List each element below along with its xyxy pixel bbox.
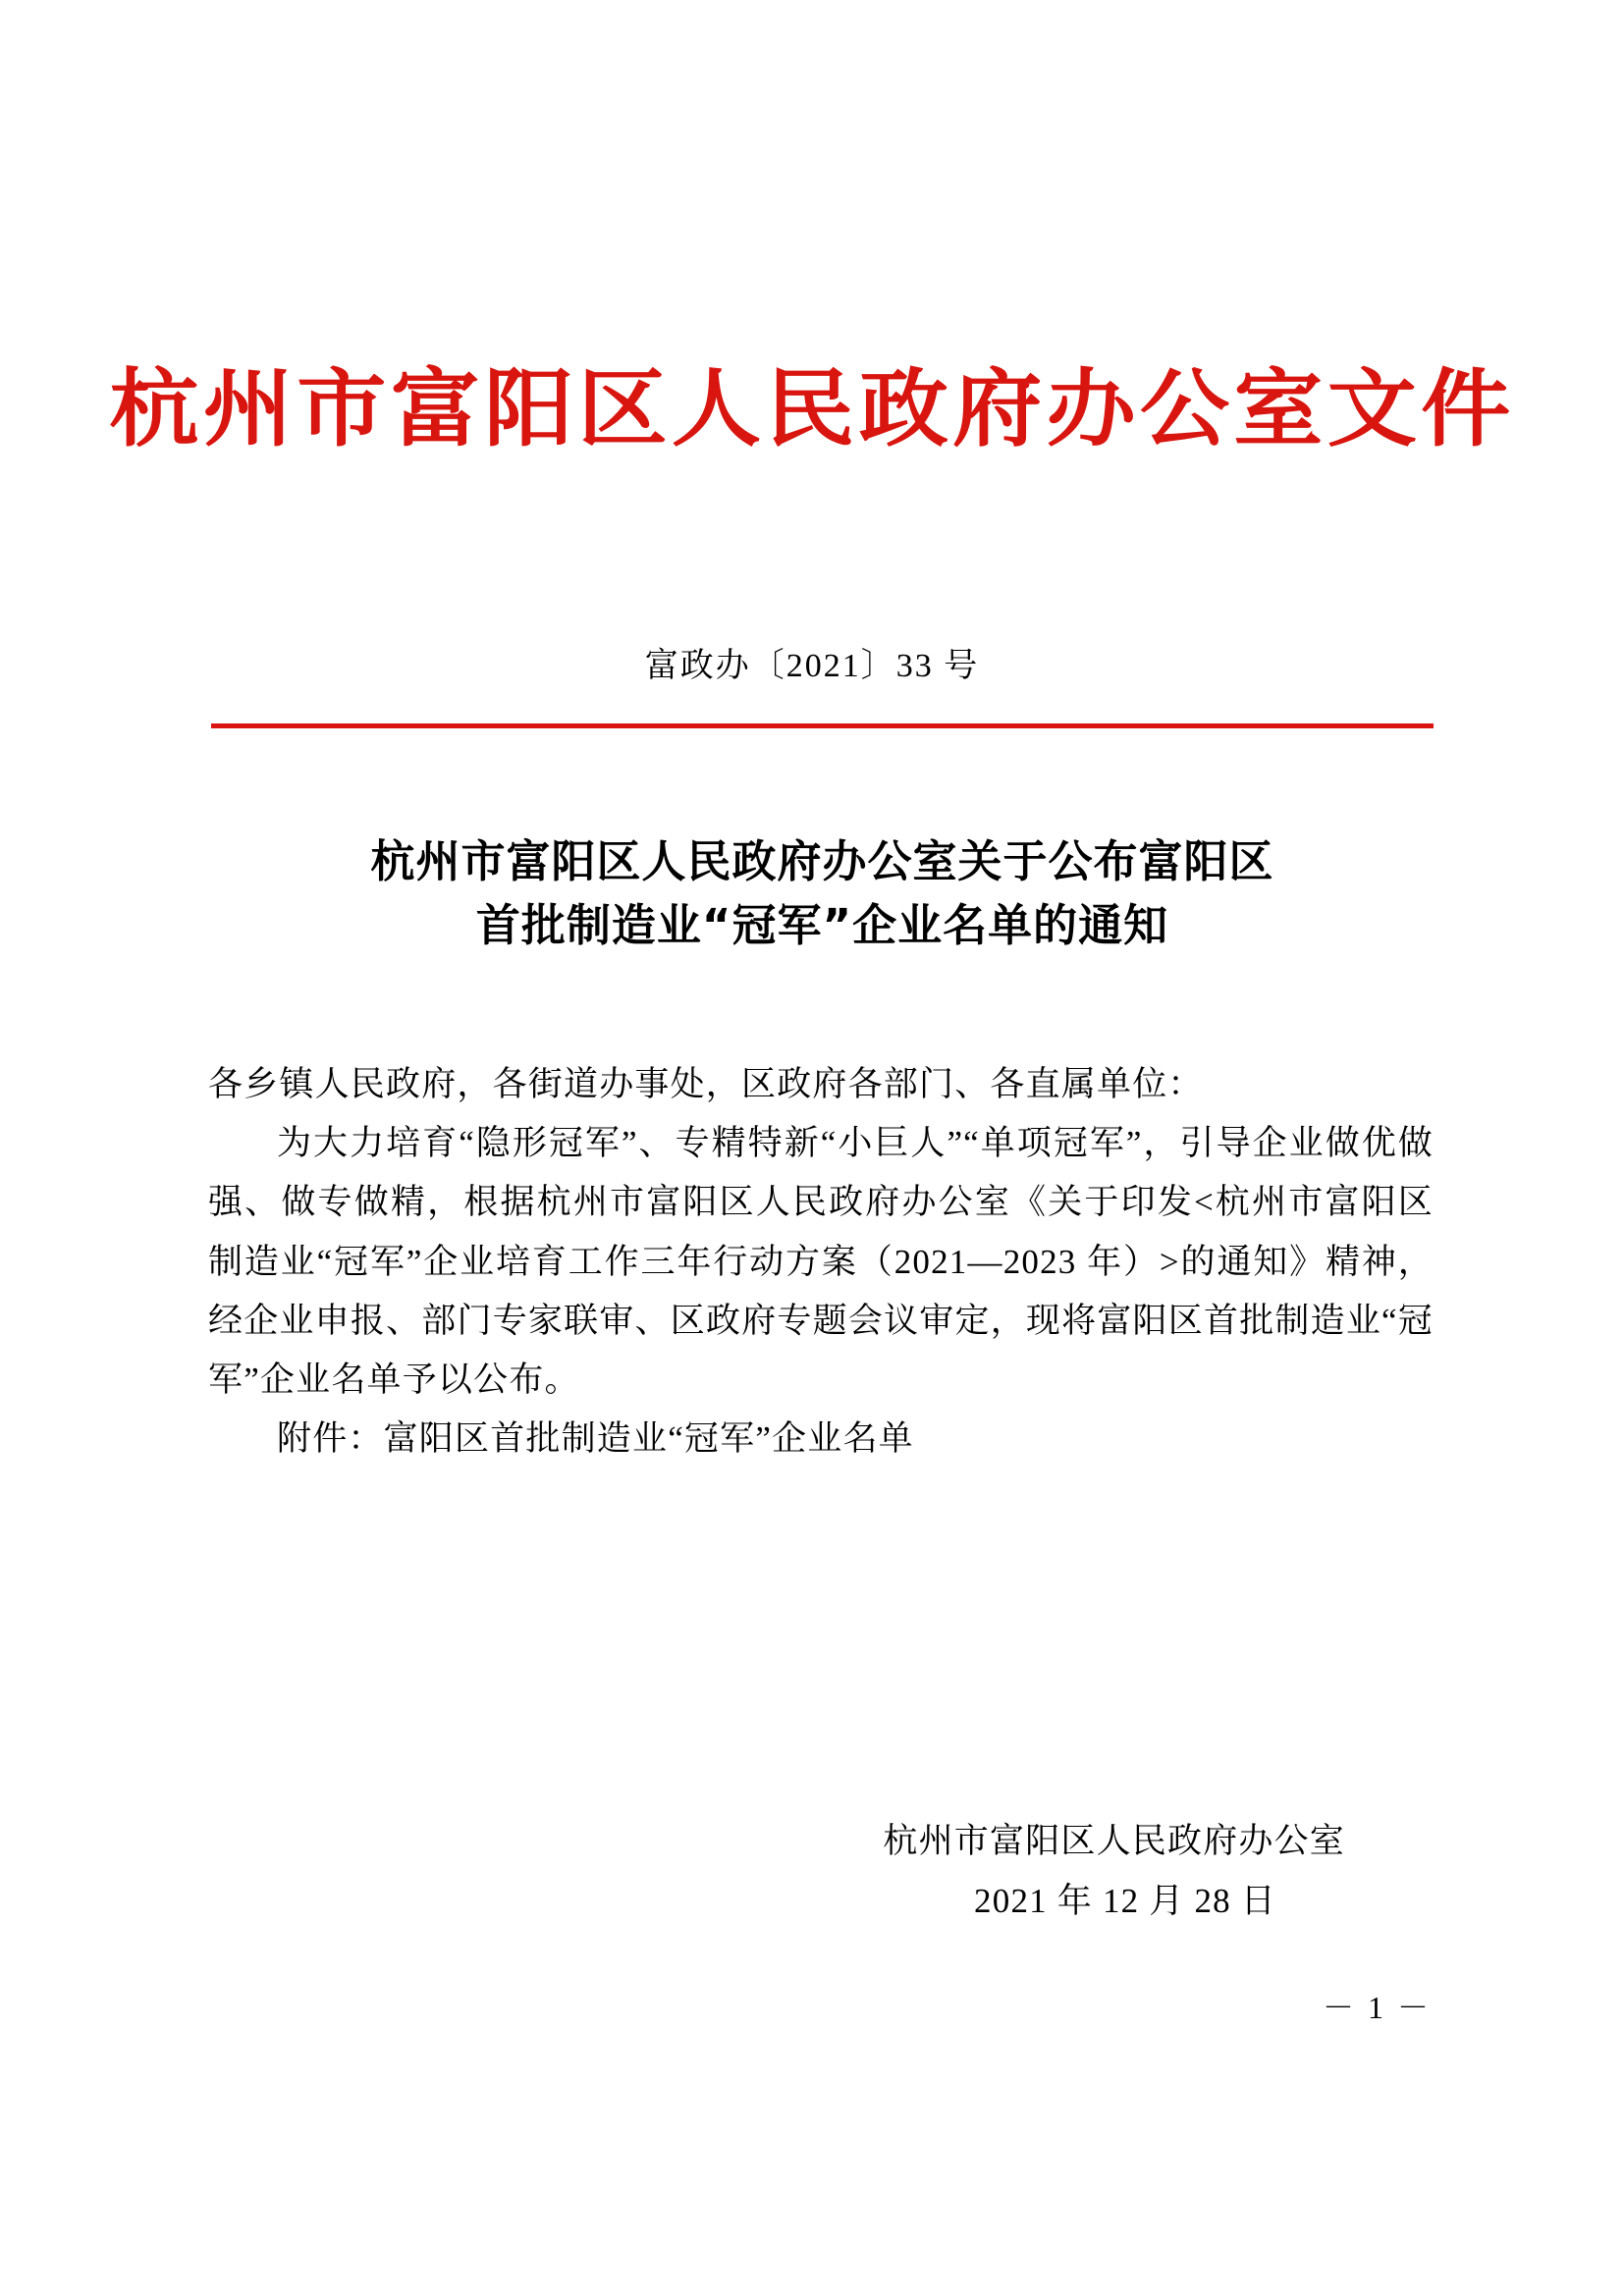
page-number: － 1 －	[1322, 1990, 1432, 2025]
masthead	[0, 359, 1624, 458]
masthead-title: 杭州市富阳区人民政府办公室文件	[109, 359, 1515, 458]
salutation: 各乡镇人民政府，各街道办事处，区政府各部门、各直属单位：	[208, 1065, 1204, 1103]
body-paragraph-1: 为大力培育“隐形冠军”、专精特新“小巨人”“单项冠军”，引导企业做优做强、做专做精，根据杭州市富阳区人民政府办公室《关于印发<杭州市富阳区制造业“冠军”企业培育工作三年行动方案（2021—2023 年）>的通知》精神，经企业申报、部门专家联审、区政府专题会议审定，现将富阳区首批制造业“冠军”企业名单予以公布。	[208, 1124, 1434, 1399]
document-body	[208, 1055, 1434, 1468]
signature-date: 2021 年 12 月 28 日	[974, 1882, 1276, 1921]
page-title	[211, 829, 1434, 958]
document-number: 富政办〔2021〕33 号	[644, 648, 980, 684]
attachment-line: 附件：富阳区首批制造业“冠军”企业名单	[277, 1419, 914, 1459]
signature-block	[208, 1811, 1434, 1932]
page-title-line-2: 首批制造业“冠军”企业名单的通知	[475, 899, 1169, 952]
page-title-line-1: 杭州市富阳区人民政府办公室关于公布富阳区	[370, 835, 1274, 887]
red-separator-rule	[211, 723, 1434, 728]
signature-organization: 杭州市富阳区人民政府办公室	[883, 1822, 1345, 1860]
